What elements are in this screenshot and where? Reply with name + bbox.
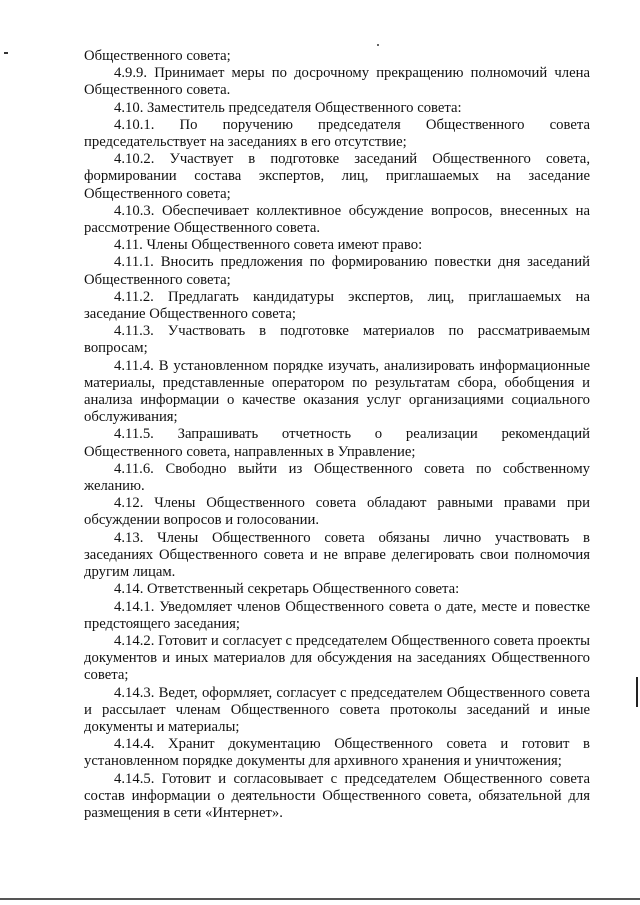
paragraph-4-14-3: 4.14.3. Ведет, оформляет, согласует с председателем Общественного совета и рассылает членам Общественного совета протоколы заседаний и иные документы и материалы; (84, 684, 590, 735)
paragraph-4-10: 4.10. Заместитель председателя Общественного совета: (114, 99, 462, 116)
scan-artifact-dot (377, 44, 379, 46)
paragraph-4-14-5: 4.14.5. Готовит и согласовывает с председателем Общественного совета состав информации о деятельности Общественного совета, обязательной для размещения в сети «Интернет». (84, 770, 590, 821)
scan-edge-mark (636, 677, 638, 707)
paragraph-4-14: 4.14. Ответственный секретарь Общественного совета: (114, 581, 460, 598)
paragraph-4-14-1: 4.14.1. Уведомляет членов Общественного совета о дате, месте и повестке предстоящего заседания; (84, 598, 590, 632)
paragraph-4-10-2: 4.10.2. Участвует в подготовке заседаний Общественного совета, формировании состава экспертов, лиц, приглашаемых на заседание Общественного совета; (84, 151, 590, 202)
paragraph-4-9-9: 4.9.9. Принимает меры по досрочному прекращению полномочий члена Общественного совета. (84, 65, 590, 99)
paragraph-4-11: 4.11. Члены Общественного совета имеют право: (114, 237, 423, 254)
scan-bottom-edge (0, 898, 640, 900)
paragraph-4-13: 4.13. Члены Общественного совета обязаны лично участвовать в заседаниях Общественного совета и не вправе делегировать свои полномочия другим лицам. (84, 529, 590, 581)
paragraph-4-12: 4.12. Члены Общественного совета обладают равными правами при обсуждении вопросов и голосовании. (84, 495, 590, 529)
paragraph-4-14-2: 4.14.2. Готовит и согласует с председателем Общественного совета проекты документов и иных материалов для обсуждения на заседаниях Общественного совета; (84, 632, 590, 684)
paragraph-4-10-1: 4.10.1. По поручению председателя Общественного совета председательствует на заседаниях в его отсутствие; (84, 116, 590, 151)
paragraph-4-11-4: 4.11.4. В установленном порядке изучать, анализировать информационные материалы, представленные оператором по результатам сбора, обобщения и анализа информации о качестве оказания услуг организациями социального обслуживания; (84, 357, 590, 426)
paragraph-4-11-3: 4.11.3. Участвовать в подготовке материалов по рассматриваемым вопросам; (84, 323, 590, 357)
paragraph-4-11-1: 4.11.1. Вносить предложения по формированию повестки дня заседаний Общественного совета; (84, 254, 590, 288)
paragraph-4-11-5: 4.11.5. Запрашивать отчетность о реализации рекомендаций Общественного совета, направленных в Управление; (84, 426, 590, 460)
paragraph-4-14-4: 4.14.4. Хранит документацию Общественного совета и готовит в установленном порядке документы для архивного хранения и уничтожения; (84, 736, 590, 770)
scan-artifact-mark (4, 52, 8, 54)
paragraph-4-11-6: 4.11.6. Свободно выйти из Общественного совета по собственному желанию. (84, 460, 590, 495)
paragraph-4-11-2: 4.11.2. Предлагать кандидатуры экспертов, лиц, приглашаемых на заседание Общественного совета; (84, 288, 590, 323)
paragraph-4-10-3: 4.10.3. Обеспечивает коллективное обсуждение вопросов, внесенных на рассмотрение Общественного совета. (84, 202, 590, 237)
document-body (84, 48, 590, 822)
paragraph-continuation: Общественного совета; (84, 48, 231, 64)
